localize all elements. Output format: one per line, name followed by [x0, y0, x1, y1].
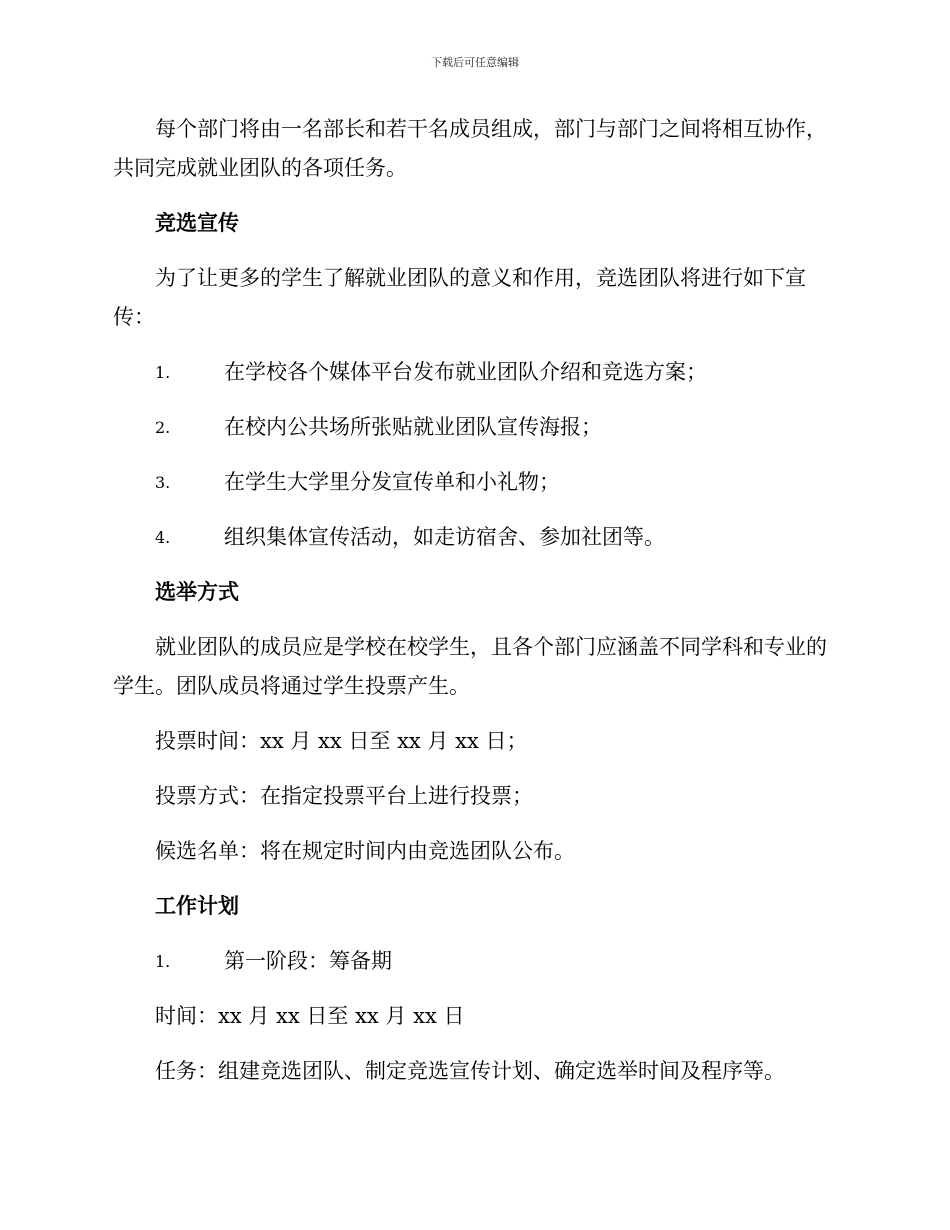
list-item: [155, 353, 833, 392]
list-item: [155, 408, 833, 447]
vote-time: 投票时间：xx 月 xx 日至 xx 月 xx 日；: [155, 729, 528, 753]
document-body: [113, 110, 833, 1107]
campaign-intro: 为了让更多的学生了解就业团队的意义和作用，竞选团队将进行如下宣传：: [113, 266, 806, 329]
candidate-list: 候选名单：将在规定时间内由竞选团队公布。: [155, 839, 575, 863]
campaign-heading: 竞选宣传: [155, 211, 239, 235]
page-header-note: 下载后可任意编辑: [431, 56, 519, 69]
list-text: 在学校各个媒体平台发布就业团队介绍和竞选方案；: [224, 360, 707, 384]
list-text: 组织集体宣传活动，如走访宿舍、参加社团等。: [224, 525, 665, 549]
list-number: 1.: [155, 952, 171, 971]
list-text: 在学生大学里分发宣传单和小礼物；: [224, 470, 560, 494]
vote-method: 投票方式：在指定投票平台上进行投票；: [155, 784, 533, 808]
plan-heading: 工作计划: [155, 894, 239, 918]
list-number: 2.: [155, 418, 171, 437]
list-number: 4.: [155, 528, 171, 547]
list-text: 在校内公共场所张贴就业团队宣传海报；: [224, 415, 602, 439]
stage-time: 时间：xx 月 xx 日至 xx 月 xx 日: [155, 1004, 465, 1028]
stage-task: 任务：组建竞选团队、制定竞选宣传计划、确定选举时间及程序等。: [155, 1059, 785, 1083]
list-item: [155, 463, 833, 502]
stage-label: 第一阶段：筹备期: [224, 949, 392, 973]
list-number: 3.: [155, 473, 171, 492]
election-intro: 就业团队的成员应是学校在校学生，且各个部门应涵盖不同学科和专业的学生。团队成员将通过学生投票产生。: [113, 635, 827, 698]
intro-paragraph: 每个部门将由一名部长和若干名成员组成，部门与部门之间将相互协作，共同完成就业团队的各项任务。: [113, 117, 827, 180]
list-item: [155, 942, 833, 981]
list-number: 1.: [155, 363, 171, 382]
list-item: [155, 518, 833, 557]
election-heading: 选举方式: [155, 580, 239, 604]
